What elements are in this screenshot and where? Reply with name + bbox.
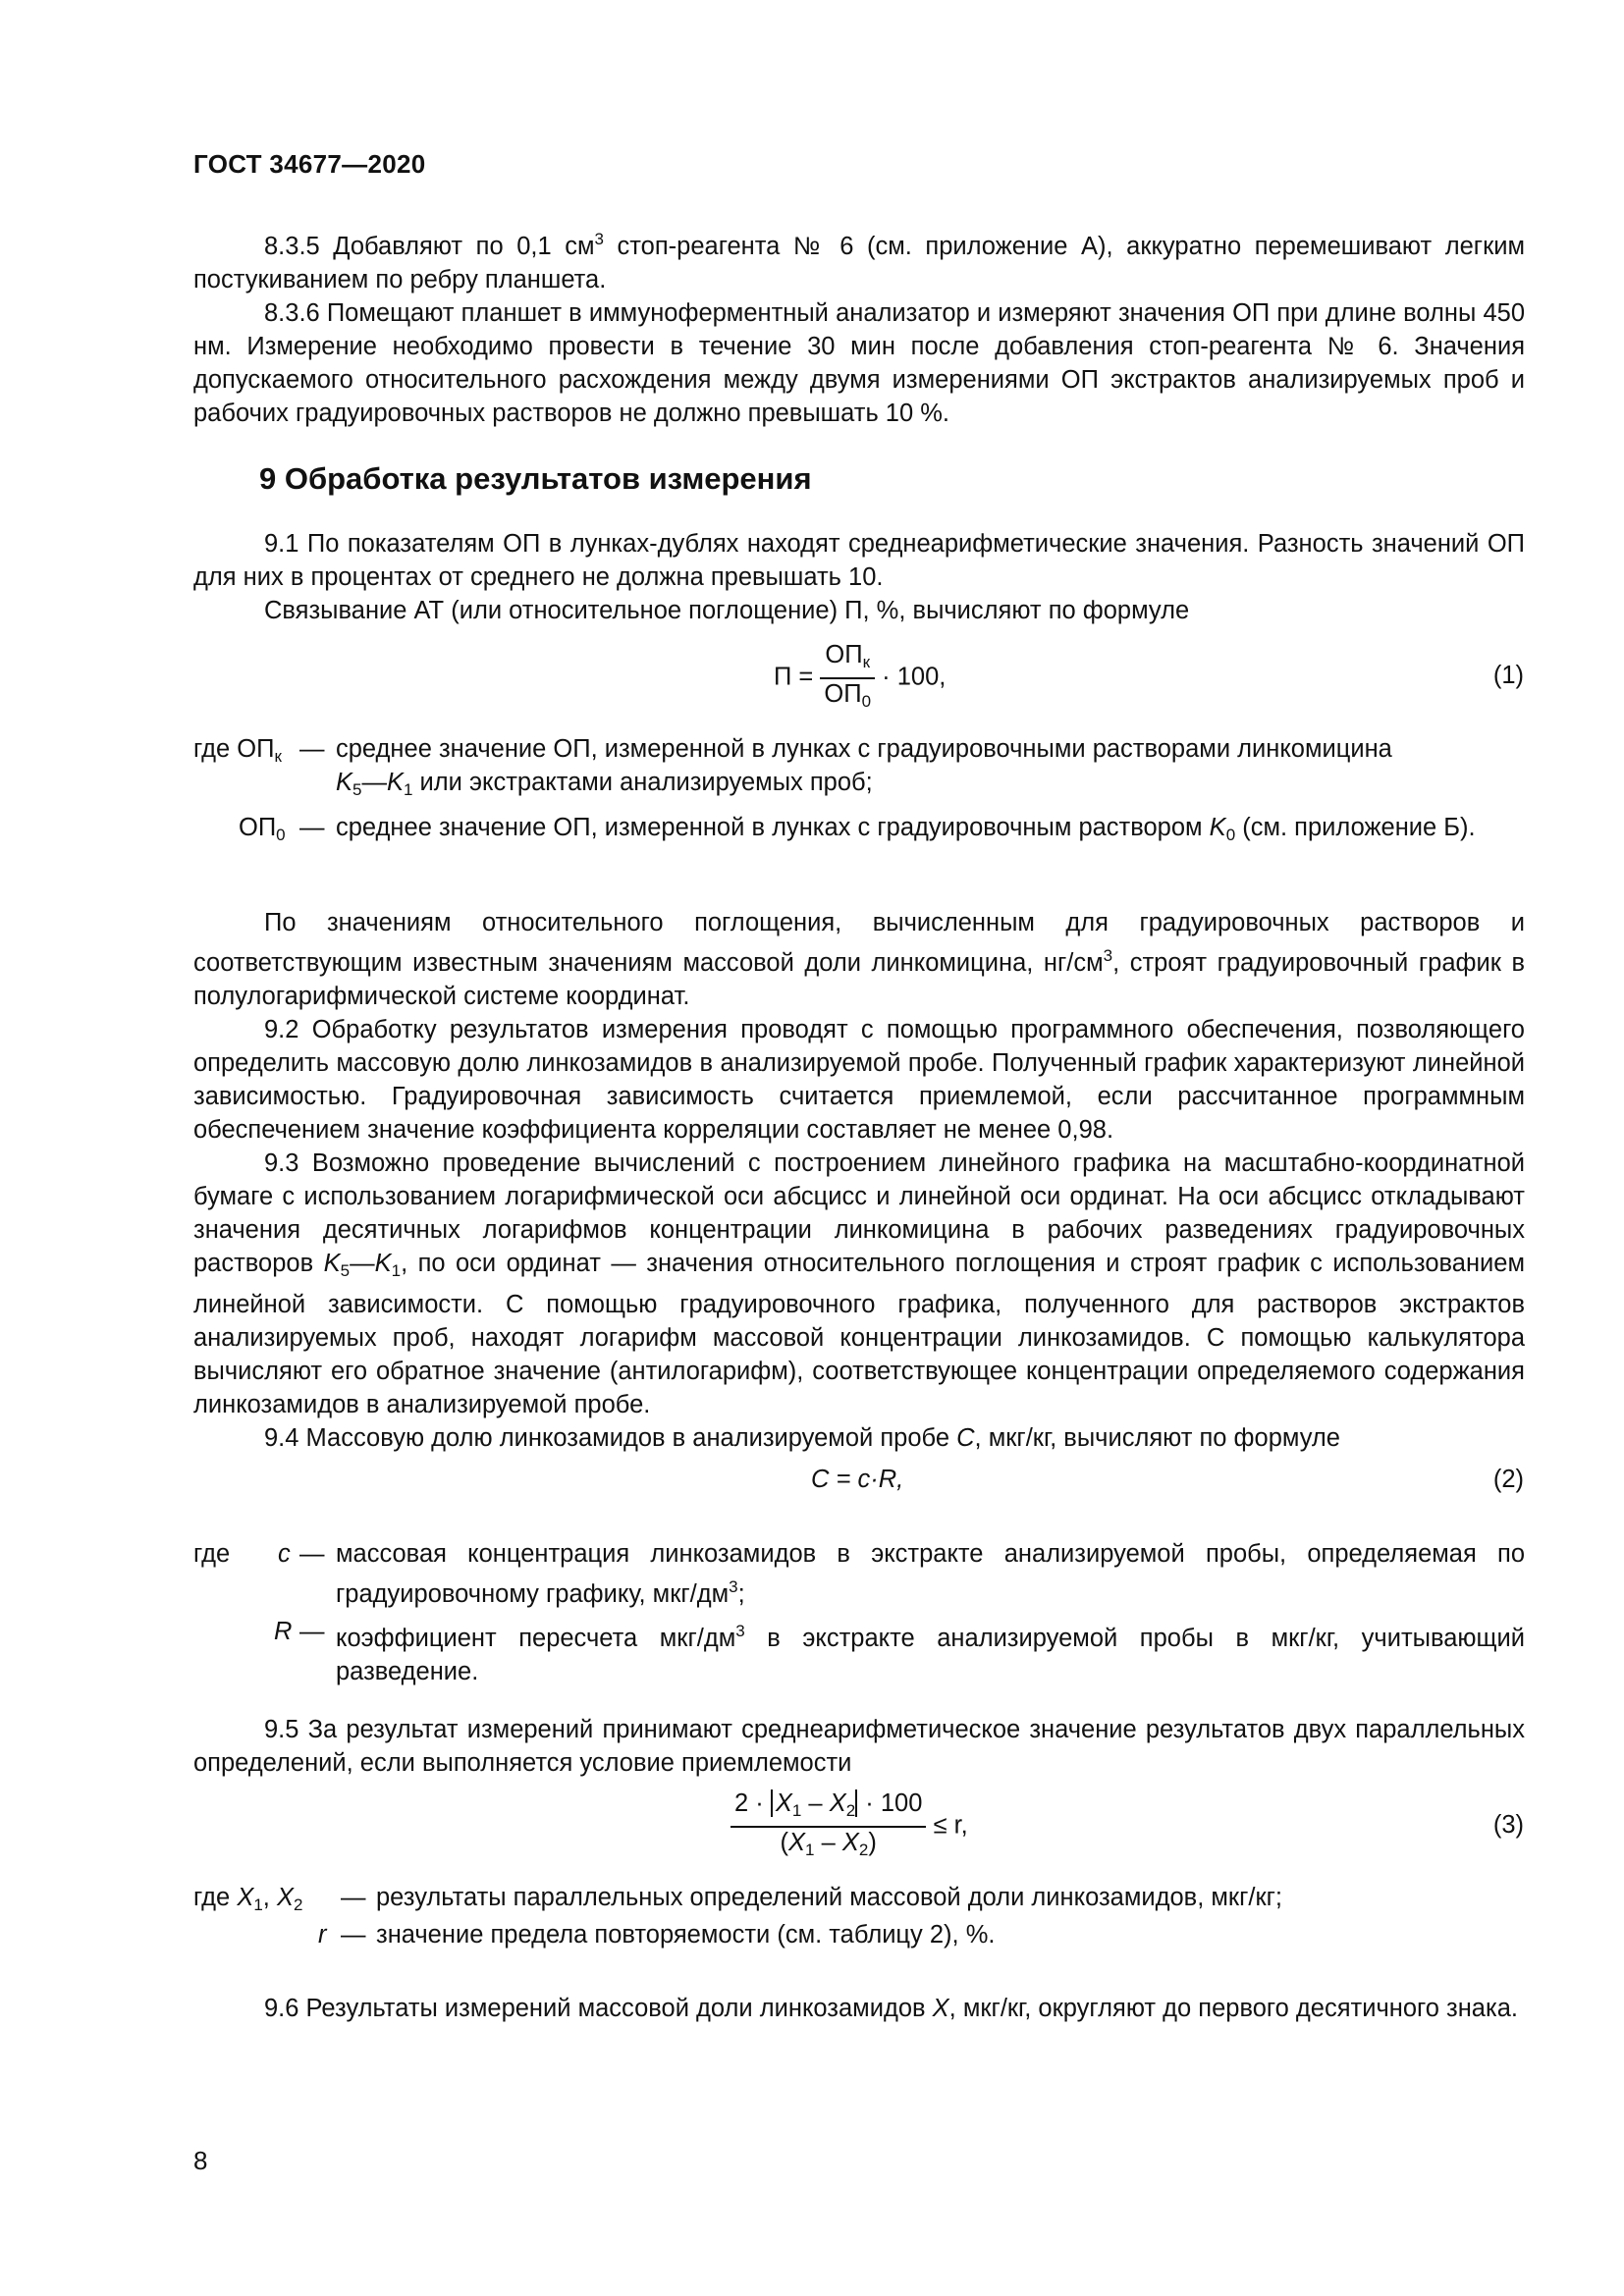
section-9-5-text bbox=[193, 1713, 1525, 1780]
paragraph-9-4: 9.4 Массовую долю линкозамидов в анализируемой пробе C, мкг/кг, вычисляют по формуле bbox=[264, 1424, 1340, 1452]
paragraph-9-1-formula-intro: Связывание АТ (или относительное поглощение) П, %, вычисляют по формуле bbox=[264, 597, 1190, 624]
definition-op-k: где $ОП_к$ — среднее значение ОП, измеренной в лунках с градуировочными растворами линкомицина $K_5—K_1$ или экстрактами анализируемых проб; bbox=[193, 735, 1392, 799]
paragraph-9-1: 9.1 По показателям ОП в лунках-дублях находят среднеарифметические значения. Разность значений ОП для них в процентах от среднего не должна превышать 10. bbox=[193, 530, 1525, 591]
section-9-1-text bbox=[193, 527, 1525, 627]
formula-2: C = c·R, bbox=[811, 1466, 904, 1493]
formula-3-fraction: $\frac{2 \cdot X_1 - X_2 \cdot 100}{(X_1 - X_2)}$ bbox=[731, 1789, 926, 1865]
definition-r-limit: r — значение предела повторяемости (см. таблицу 2), %. bbox=[318, 1921, 996, 1949]
page-number: 8 bbox=[193, 2146, 208, 2175]
section-9-6-text bbox=[193, 1992, 1525, 2025]
section-9-2-9-4-text bbox=[193, 906, 1525, 1455]
formula-1: П = $\frac{ОП_к}{ОП_0}$ · 100, bbox=[774, 640, 946, 717]
formula-2-definitions bbox=[193, 1537, 1525, 1688]
definition-c: где c — массовая концентрация линкозамидов в экстракте анализируемой пробы, определяемая по градуировочному графику, мкг/$дм^3$; bbox=[193, 1540, 1525, 1608]
paragraph-9-3: 9.3 Возможно проведение вычислений с построением линейного графика на масштабно-координатной бумаге с использованием логарифмической оси абсцисс и линейной оси ординат. На оси абсцисс откладывают значения десятичных логарифмов концентрации линкомицина в рабочих разведениях градуировочных растворов $K_5—K_1$, по оси ординат — значения относительного поглощения и строят график с использованием линейной зависимости. С помощью градуировочного графика, полученного для растворов экстрактов анализируемых проб, находят логарифм массовой концентрации линкозамидов. С помощью калькулятора вычисляют его обратное значение (антилогарифм), соответствующее концентрации определяемого содержания линкозамидов в анализируемой пробе. bbox=[193, 1149, 1526, 1418]
formula-3: $\frac{2 \cdot X_1 - X_2 \cdot 100}{(X_1 - X_2)}$ ≤ r, bbox=[731, 1789, 968, 1865]
formula-2-number: (2) bbox=[1492, 1466, 1524, 1493]
definition-op-0: $ОП_0$ — среднее значение ОП, измеренной в лунках с градуировочным раствором $K_0$ (см. приложение Б). bbox=[239, 814, 1476, 844]
formula-1-fraction: $\frac{ОП_к}{ОП_0}$ bbox=[820, 640, 875, 717]
definition-r-coef: R — коэффициент пересчета мкг/$дм^3$ в экстракте анализируемой пробы в мкг/кг, учитывающий разведение. bbox=[274, 1618, 1525, 1685]
paragraph-9-2: 9.2 Обработку результатов измерения проводят с помощью программного обеспечения, позволяющего определить массовую долю линкозамидов в анализируемой пробе. Полученный график характеризуют линейной зависимостью. Градуировочная зависимость считается приемлемой, если рассчитанное программным обеспечением значение коэффициента корреляции составляет не менее 0,98. bbox=[193, 1016, 1525, 1144]
formula-3-definitions bbox=[193, 1881, 1525, 1951]
section-8-text bbox=[193, 223, 1525, 430]
paragraph-9-6: 9.6 Результаты измерений массовой доли линкозамидов X, мкг/кг, округляют до первого десятичного знака. bbox=[264, 1995, 1518, 2022]
paragraph-8-3-6: 8.3.6 Помещают планшет в иммуноферментный анализатор и измеряют значения ОП при длине волны 450 нм. Измерение необходимо провести в течение 30 мин после добавления стоп-реагента № 6. Значения допускаемого относительного расхождения между двумя измерениями ОП экстрактов анализируемых проб и рабочих градуировочных растворов не должно превышать 10 %. bbox=[193, 299, 1525, 427]
formula-1-definitions bbox=[193, 732, 1525, 852]
formula-3-number: (3) bbox=[1492, 1811, 1524, 1839]
definition-x1-x2: где $X_1$, $X_2$ — результаты параллельных определений массовой доли линкозамидов, мкг/кг; bbox=[193, 1884, 1283, 1914]
formula-1-number: (1) bbox=[1492, 662, 1524, 689]
section-heading: 9 Обработка результатов измерения bbox=[259, 461, 812, 496]
paragraph-8-3-5: 8.3.5 Добавляют по 0,1 $см^3$ стоп-реагента № 6 (см. приложение А), аккуратно перемешивают легким постукиванием по ребру планшета. bbox=[193, 230, 1526, 294]
paragraph-calibration: По значениям относительного поглощения, вычисленным для градуировочных растворов и соответствующим известным значениям массовой доли линкомицина, $нг/см^3$, строят градуировочный график в полулогарифмической системе координат. bbox=[193, 909, 1525, 1010]
paragraph-9-5: 9.5 За результат измерений принимают среднеарифметическое значение результатов двух параллельных определений, если выполняется условие приемлемости bbox=[193, 1716, 1525, 1777]
document-header: ГОСТ 34677—2020 bbox=[193, 149, 426, 179]
